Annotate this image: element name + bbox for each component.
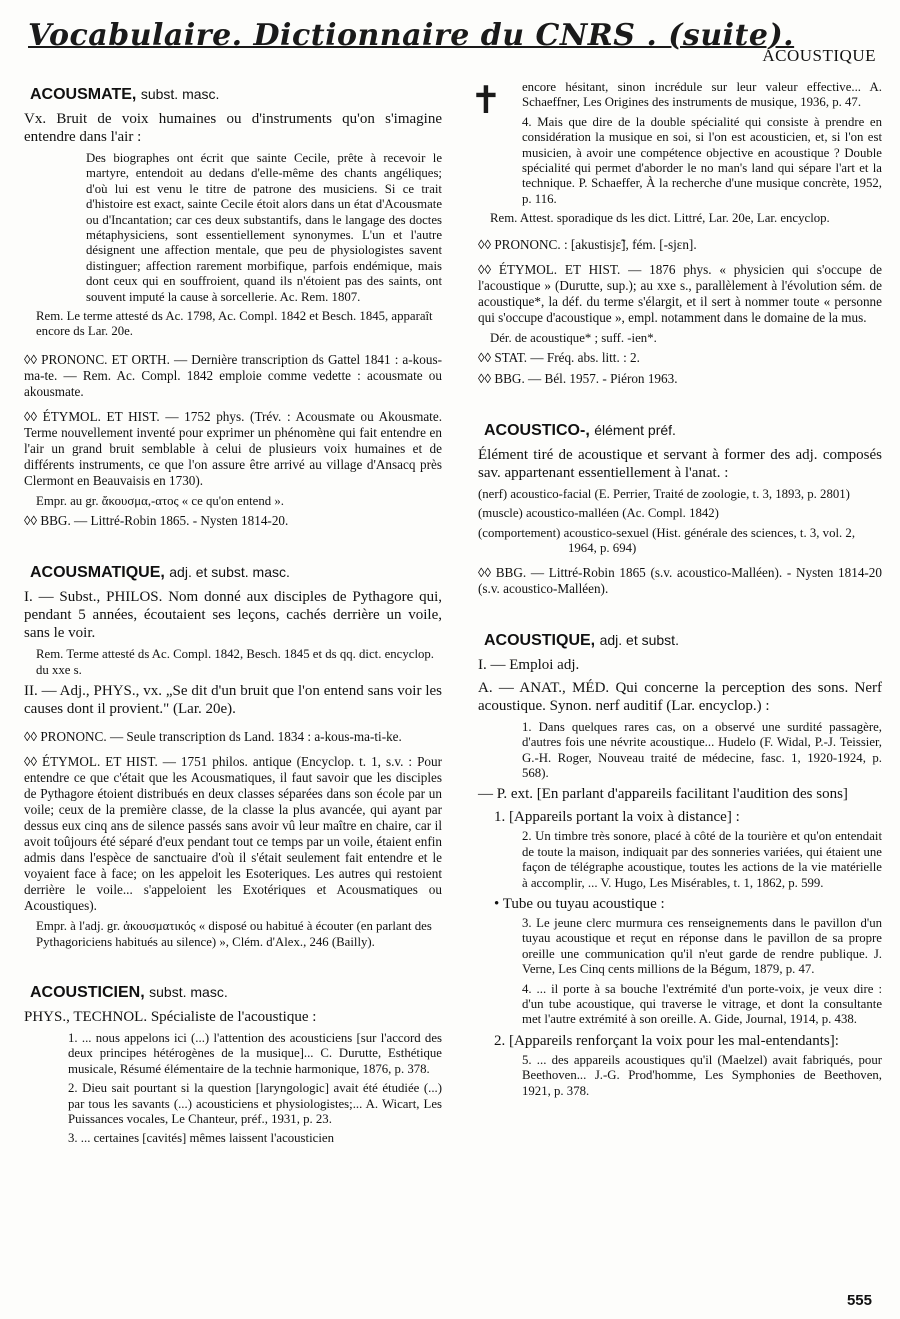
entry-acousticien [24, 984, 442, 1147]
entry-acousmate [24, 86, 442, 529]
remark: Rem. Le terme attesté ds Ac. 1798, Ac. Compl. 1842 et Besch. 1845, apparaît encore ds Lar. 20e. [36, 309, 433, 339]
entry-heading [30, 86, 442, 104]
entry-heading [30, 564, 442, 582]
headword: ACOUSMATIQUE, [30, 564, 165, 582]
remark: Rem. Attest. sporadique ds les dict. Littré, Lar. 20e, Lar. encyclop. [490, 211, 830, 226]
grammar-label: adj. et subst. [599, 631, 679, 648]
entry-heading [484, 422, 882, 440]
citation: 1. Dans quelques rares cas, on a observé une surdité passagère, d'autres fois une névrite acoustique... Hudelo (F. Widal, P.-J. Teissier, G.-H. Roger, Nouveau traité de médecine, fasc. 1, 1920-1924, p. 568). [522, 719, 882, 780]
handwritten-cross-mark: ✝ [470, 78, 502, 122]
subsection-heading: 2. [Appareils renforçant la voix pour les mal-entendants]: [494, 1032, 839, 1049]
definition: Vx. Bruit de voix humaines ou d'instruments qu'on s'imagine entendre dans l'air : [24, 111, 442, 145]
headword: ACOUSTIQUE, [484, 631, 596, 649]
handwritten-title: Vocabulaire. Dictionnaire du CNRS . (suite). [28, 18, 795, 53]
definition-substantive: I. — Subst., PHILOS. Nom donné aux disciples de Pythagore qui, pendant 5 années, écoutaient ses leçons, cachés derrière un voile, sans le voir. [24, 589, 442, 642]
headword: ACOUSTICO-, [484, 422, 590, 440]
grammar-label: subst. masc. [140, 86, 220, 102]
citation: 3. ... certaines [cavités] mêmes laissent l'acousticien [68, 1131, 334, 1146]
definition: A. — ANAT., MÉD. Qui concerne la perception des sons. Nerf acoustique. Synon. nerf auditif (Lar. encyclop.) : [478, 679, 882, 714]
entry-acoustico [478, 422, 882, 597]
example: (muscle) acoustico-malléen (Ac. Compl. 1842) [478, 506, 719, 521]
statistics: ◊◊ STAT. — Fréq. abs. litt. : 2. [478, 350, 640, 366]
bibliography: ◊◊ BBG. — Littré-Robin 1865. - Nysten 1814-20. [24, 513, 289, 529]
bibliography: ◊◊ BBG. — Bél. 1957. - Piéron 1963. [478, 371, 678, 387]
borrowing: Empr. à l'adj. gr. ἀκουσματικός « disposé ou habitué à écouter (en parlant des Pythagoriciens habitués au silence) », Clém. d'Alex., 246 (Bailly). [36, 919, 432, 949]
entry-heading [484, 632, 882, 650]
citation: 2. Dieu sait pourtant si la question [laryngologic] avait été étudiée (...) par tous les savants (...) acousticiens et physiologistes;... A. Wicart, Les Puissances vocales, Le Chanteur, préf., 1931, p. 23. [68, 1081, 442, 1126]
running-head: ACOUSTIQUE [762, 46, 876, 65]
citation: 4. ... il porte à sa bouche l'extrémité d'un porte-voix, je veux dire : d'un tube acoustique, qui traverse le vitrage, et dont la consultante met l'autre extrémité à son oreille. A. Gide, Journal, 1914, p. 438. [522, 981, 882, 1027]
remark: Rem. Terme attesté ds Ac. Compl. 1842, Besch. 1845 et ds qq. dict. encyclop. du xxe s. [36, 647, 434, 677]
grammar-label: élément préf. [594, 422, 676, 439]
extension-heading: — P. ext. [En parlant d'appareils facilitant l'audition des sons] [478, 786, 848, 803]
subsection-heading: 1. [Appareils portant la voix à distance] : [494, 809, 740, 826]
headword: ACOUSMATE, [30, 86, 137, 103]
etymology: ◊◊ ÉTYMOL. ET HIST. — 1752 phys. (Trév. : Acousmate ou Akousmate. Terme nouvellement inventé pour exprimer un phénomène qui fait entendre en l'air un grand bruit semblable à celui de plusieurs voix humaines et de différents instruments, ce que l'on assure être arrivé au village d'Ansacq près Clermont en Beauvaisis en 1730). [24, 408, 442, 488]
citation: 2. Un timbre très sonore, placé à côté de la tourière et qu'on entendait de toute la maison, indiquait par des sonneries variées, qui étaient une façon de télégraphe acoustique, toutes les actions de la vie matérielle à accomplir, ... V. Hugo, Les Misérables, t. 1, 1862, p. 599. [522, 829, 882, 890]
citation: 4. Mais que dire de la double spécialité qui consiste à prendre en considération la musique en soi, si l'on est acousticien, et, si l'on est musicien, à avoir une compétence objective en acoustique ? Double spécialité qui permet d'aborder le no man's land qui sépare l'art et la technique. P. Schaeffer, À la recherche d'une musique concrète, 1952, p. 116. [522, 114, 882, 206]
grammar-label: subst. masc. [149, 983, 228, 1000]
pronunciation: ◊◊ PRONONC. — Seule transcription ds Land. 1834 : a-kous-ma-ti-ke. [24, 729, 402, 745]
citation: Des biographes ont écrit que sainte Cecile, prête à recevoir le martyre, entendoit au dedans d'elle-même des chants angéliques; d'où lui est venu le titre de patrone des musiciens. Si ce trait d'histoire est exact, sainte Cecile étoit alors dans un état d'Acousmate ou d'Incantation; car ces deux substantifs, dans le langage des doctes métaphysiciens, sont essentiellement synonymes. L'un et l'autre désignent une affection mentale, que peu de physiologistes savent distinguer; affection rarement morbifique, parfois endémique, mais dont ceux qui en souffroient, quand ils n'étoient pas des saints, ont souvent imputé la cause à sorcellerie. Ac. Rem. 1807. [86, 151, 442, 304]
definition: PHYS., TECHNOL. Spécialiste de l'acoustique : [24, 1008, 317, 1025]
entry-heading [30, 984, 442, 1002]
citation: 1. ... nous appelons ici (...) l'attention des acousticiens [sur l'accord des deux principes hétérogènes de la musique]... C. Durutte, Esthétique musicale, Résumé élémentaire de la technie harmonique, 1876, p. 378. [68, 1030, 442, 1076]
section-heading: I. — Emploi adj. [478, 656, 580, 673]
example: (comportement) acoustico-sexuel (Hist. générale des sciences, t. 3, vol. 2, 1964, p. 694) [478, 525, 856, 556]
etymology: ◊◊ ÉTYMOL. ET HIST. — 1876 phys. « physicien qui s'occupe de l'acoustique » (Durutte, sup.); au xxe s., parallèlement à l'évolution sém. de acoustique*, la déf. du terme s'élargit, et il sert à nommer toute « personne qui s'occupe d'acoustique », empl. notamment dans le domaine de la mus. [478, 261, 882, 325]
citation: 3. Le jeune clerc murmura ces renseignements dans le pavillon d'un tuyau acoustique et reçut en réponse dans le pavillon de sa propre oreille une communication qu'il n'eut garde de rendre publique. J. Verne, Les Cinq cents millions de la Bégum, 1879, p. 47. [522, 915, 882, 977]
grammar-label: adj. et subst. masc. [169, 564, 290, 581]
definition-adjective: II. — Adj., PHYS., vx. „Se dit d'un bruit que l'on entend sans voir les causes dont il provient." (Lar. 20e). [24, 683, 442, 718]
entry-acousticien-continued [478, 80, 882, 387]
etymology: ◊◊ ÉTYMOL. ET HIST. — 1751 philos. antique (Encyclop. t. 1, s.v. : Pour entendre ce que c'était que les Acousmatiques, il faut savoir que les disciples de Pythagore étoient distribués en deux classes séparées dans son école par un voile; ceux de la première classe, de la classe la plus avancée, qui ayant par dessus eux cinq ans de silence passés sans avoir vû leur maître en chaire, car il avoit toûjours été séparé d'eux pendant tout ce temps par un voile, étaient enfin admis dans l'espèce de sanctuaire d'où il s'était seulement fait entendre et le voyaient face à face; on les appeloit les Esoteriques. Les autres qui restoient derrière le voile... s'appeloient les Exotériques et Acousmatiques ou Acoustiques). [24, 754, 442, 914]
pronunciation: ◊◊ PRONONC. : [akustisjɛ̃], fém. [-sjɛn]. [478, 236, 697, 252]
citation: encore hésitant, sinon incrédule sur leur valeur effective... A. Schaeffner, Les Origines des instruments de musique, 1936, p. 47. [522, 80, 882, 110]
left-column [24, 86, 442, 1151]
subsection-heading: • Tube ou tuyau acoustique : [494, 895, 665, 912]
citation: 5. ... des appareils acoustiques qu'il (Maelzel) avait fabriqués, pour Beethoven... J.-G. Prod'homme, Les Symphonies de Beethoven, 1921, p. 378. [522, 1052, 882, 1098]
entry-acousmatique [24, 564, 442, 950]
pronunciation: ◊◊ PRONONC. ET ORTH. — Dernière transcription ds Gattel 1841 : a-kous-ma-te. — Rem. Ac. Compl. 1842 emploie comme vedette : acousmate ou akousmate. [24, 351, 442, 399]
right-column [478, 80, 882, 1103]
borrowing: Empr. au gr. ἄκουσμα,-ατος « ce qu'on entend ». [36, 493, 284, 508]
derivation: Dér. de acoustique* ; suff. -ien*. [490, 330, 657, 345]
bibliography: ◊◊ BBG. — Littré-Robin 1865 (s.v. acoustico-Malléen). - Nysten 1814-20 (s.v. acoustico-Malléen). [478, 564, 882, 596]
headword: ACOUSTICIEN, [30, 983, 145, 1001]
entry-acoustique [478, 632, 882, 1099]
page-number: 555 [846, 1292, 872, 1309]
example: (nerf) acoustico-facial (E. Perrier, Traité de zoologie, t. 3, 1893, p. 2801) [478, 487, 850, 502]
definition: Élément tiré de acoustique et servant à former des adj. composés sav. appartenant essentiellement à l'anat. : [478, 447, 882, 482]
